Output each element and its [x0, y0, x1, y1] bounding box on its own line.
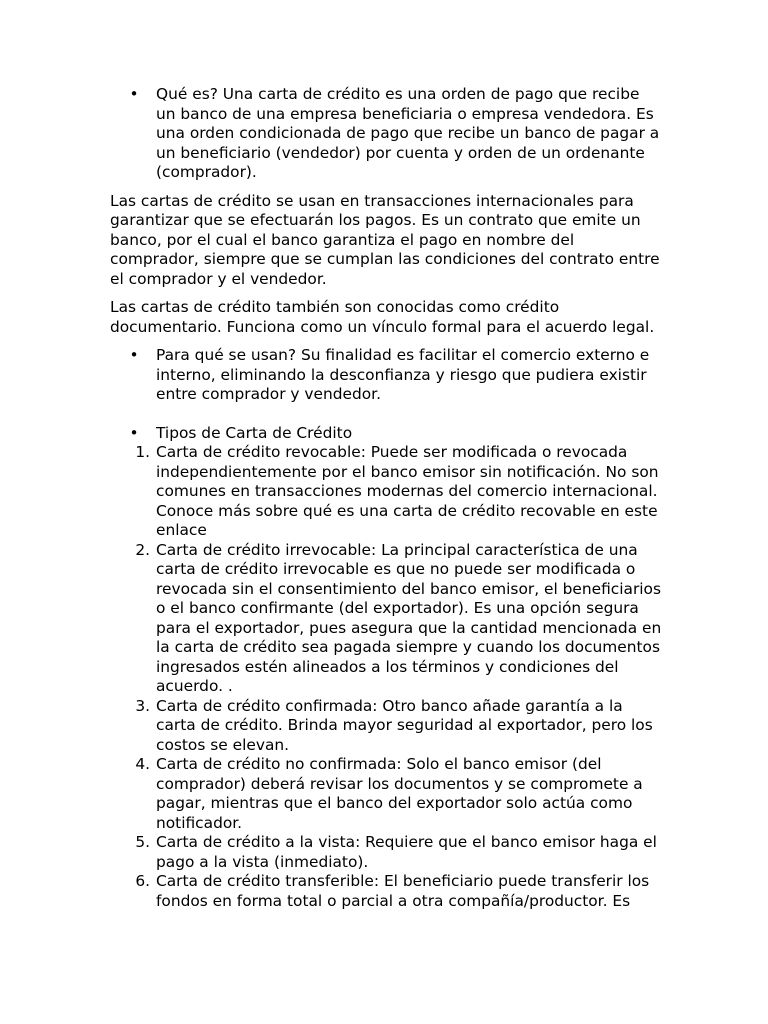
list-item [110, 346, 662, 405]
type-text: Carta de crédito a la vista: Requiere que el banco emisor haga el pago a la vista (inmediato). [156, 833, 657, 871]
type-text: Carta de crédito irrevocable: La principal característica de una carta de crédito irrevocable es que no puede ser modificada o revocada sin el consentimiento del banco emisor, el beneficiarios o el banco confirmante (del exportador). Es una opción segura para el exportador, pues asegura que la cantidad mencionada en la carta de crédito sea pagada siempre y cuando los documentos ingresados estén alineados a los términos y condiciones del acuerdo. . [156, 540, 662, 695]
list-number: 1. [135, 443, 150, 461]
types-heading-list [110, 424, 662, 444]
bullet-marker: • [129, 85, 139, 103]
paragraph-usage: Las cartas de crédito se usan en transacciones internacionales para garantizar que se efectuarán los pagos. Es un contrato que emite un banco, por el cual el banco garantiza el pago en nombre del comprador, siempre que se cumplan las condiciones del contrato entre el comprador y el vendedor. [110, 191, 660, 288]
type-text: Carta de crédito confirmada: Otro banco añade garantía a la carta de crédito. Brinda mayor seguridad al exportador, pero los costos se elevan. [156, 696, 653, 754]
purpose-bullet-list [110, 346, 662, 405]
paragraph-documentary-credit: Las cartas de crédito también son conocidas como crédito documentario. Funciona como un vínculo formal para el acuerdo legal. [110, 298, 655, 336]
list-number: 6. [135, 872, 150, 890]
list-number: 4. [135, 755, 150, 773]
bullet-marker: • [129, 346, 139, 364]
list-item [110, 697, 662, 756]
type-text: Carta de crédito revocable: Puede ser modificada o revocada independientemente por el banco emisor sin notificación. No son comunes en transacciones modernas del comercio internacional. Conoce más sobre qué es una carta de crédito recovable en este enlace [156, 443, 659, 539]
list-item [110, 833, 662, 872]
list-number: 3. [135, 696, 150, 715]
intro-bullet-list [110, 85, 662, 183]
types-numbered-list [110, 443, 662, 911]
list-item [110, 541, 662, 697]
list-item [110, 872, 662, 911]
intro-bullet-text: Qué es? Una carta de crédito es una orden de pago que recibe un banco de una empresa beneficiaria o empresa vendedora. Es una orden condicionada de pago que recibe un banco de pagar a un beneficiario (vendedor) por cuenta y orden de un ordenante (comprador). [156, 85, 660, 181]
bullet-marker: • [129, 423, 139, 442]
list-item [110, 85, 662, 183]
list-item [110, 443, 662, 541]
purpose-bullet-text: Para qué se usan? Su finalidad es facilitar el comercio externo e interno, eliminando la desconfianza y riesgo que pudiera existir entre comprador y vendedor. [156, 346, 650, 403]
list-item [110, 424, 662, 444]
document-body [110, 85, 662, 911]
type-text: Carta de crédito no confirmada: Solo el banco emisor (del comprador) deberá revisar los documentos y se compromete a pagar, mientras que el banco del exportador solo actúa como notificador. [156, 755, 643, 832]
type-text: Carta de crédito transferible: El beneficiario puede transferir los fondos en forma total o parcial a otra compañía/productor. Es [156, 872, 650, 910]
list-number: 5. [135, 833, 150, 851]
list-number: 2. [135, 540, 150, 559]
list-item [110, 755, 662, 833]
types-heading: Tipos de Carta de Crédito [156, 423, 353, 442]
